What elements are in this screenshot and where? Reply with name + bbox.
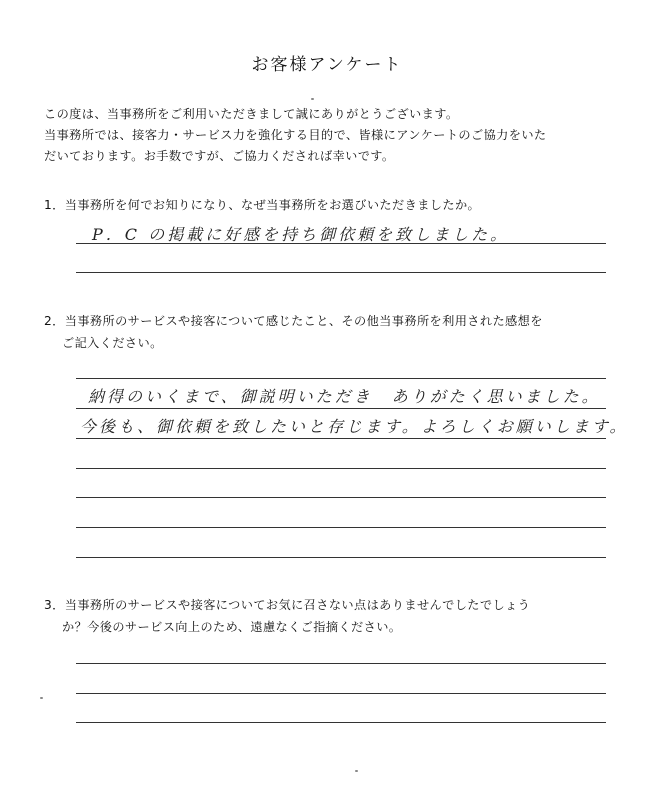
answer-line bbox=[76, 468, 606, 469]
answer-line bbox=[76, 722, 606, 723]
question-3 bbox=[44, 594, 644, 638]
scan-speck bbox=[355, 770, 358, 772]
handwritten-answer: 納得のいくまで、御説明いただき ありがたく思いました。 bbox=[88, 387, 601, 406]
intro-text bbox=[44, 104, 644, 167]
intro-line: この度は、当事務所をご利用いただきまして誠にありがとうございます。 bbox=[44, 107, 459, 121]
handwritten-answer: 今後も、御依頼を致したいと存じます。よろしくお願いします。 bbox=[80, 417, 629, 436]
handwritten-answer: P．C の掲載に好感を持ち御依頼を致しました。 bbox=[92, 225, 510, 244]
page-title: お客様アンケート bbox=[251, 55, 403, 75]
answer-line bbox=[76, 243, 606, 244]
answer-line bbox=[76, 693, 606, 694]
answer-line bbox=[76, 438, 606, 439]
answer-line bbox=[76, 527, 606, 528]
question-text-cont: ご記入ください。 bbox=[62, 336, 163, 350]
question-text: 2．当事務所のサービスや接客について感じたこと、その他当事務所を利用された感想を bbox=[44, 314, 543, 328]
question-2 bbox=[44, 310, 644, 354]
answer-line bbox=[76, 663, 606, 664]
question-text-cont: か？今後のサービス向上のため、遠慮なくご指摘ください。 bbox=[62, 620, 402, 634]
answer-line bbox=[76, 272, 606, 273]
intro-line: だいております。お手数ですが、ご協力くだされば幸いです。 bbox=[44, 149, 395, 163]
scan-speck bbox=[311, 98, 314, 100]
question-1 bbox=[44, 194, 644, 216]
answer-line bbox=[76, 378, 606, 379]
question-text: 1．当事務所を何でお知りになり、なぜ当事務所をお選びいただきましたか。 bbox=[44, 198, 481, 212]
answer-line bbox=[76, 408, 606, 409]
intro-line: 当事務所では、接客力・サービス力を強化する目的で、皆様にアンケートのご協力をいた bbox=[44, 128, 547, 142]
scan-speck bbox=[40, 697, 43, 699]
answer-line bbox=[76, 497, 606, 498]
question-text: 3．当事務所のサービスや接客についてお気に召さない点はありませんでしたでしょう bbox=[44, 598, 531, 612]
answer-line bbox=[76, 557, 606, 558]
